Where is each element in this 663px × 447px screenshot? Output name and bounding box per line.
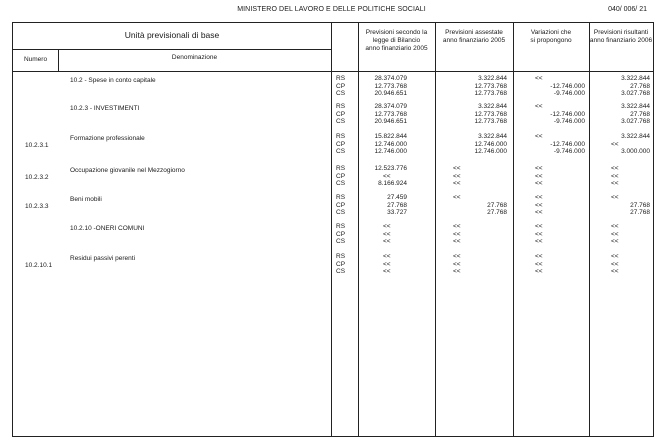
row-code: CP bbox=[336, 201, 346, 209]
cell-previsioni-2005: 8.166.924 bbox=[378, 180, 407, 187]
cell-assestate-2005: 12.746.000 bbox=[474, 148, 507, 155]
row-code: RS bbox=[336, 165, 346, 172]
cell-previsioni-2005: << bbox=[383, 253, 391, 260]
row-numero: 10.2.3.1 bbox=[25, 142, 49, 149]
cell-risultanti-2006: << bbox=[611, 140, 619, 148]
cell-previsioni-2005: << bbox=[383, 238, 391, 245]
row-numero: 10.2.3.2 bbox=[25, 174, 49, 181]
cell-assestate-2005: << bbox=[453, 165, 461, 172]
header-col4 bbox=[589, 29, 653, 45]
cell-previsioni-2005: 33.727 bbox=[387, 209, 407, 216]
cell-assestate-2005: << bbox=[453, 268, 461, 275]
cell-risultanti-2006: << bbox=[611, 165, 619, 172]
row-code: RS bbox=[336, 75, 346, 82]
cell-assestate-2005: << bbox=[453, 260, 461, 268]
cell-assestate-2005: 3.322.844 bbox=[478, 75, 507, 82]
cell-previsioni-2005: 12.773.768 bbox=[374, 110, 407, 118]
header-col1 bbox=[358, 29, 435, 53]
header-numero: Numero bbox=[23, 56, 48, 63]
row-denominazione: 10.2.10 -ONERI COMUNI bbox=[70, 225, 145, 232]
cell-variazioni: << bbox=[535, 260, 543, 268]
cell-variazioni: << bbox=[535, 180, 543, 187]
header-col2-line: anno finanziario 2005 bbox=[442, 37, 506, 44]
row-denominazione: Formazione professionale bbox=[70, 135, 145, 142]
cell-risultanti-2006: << bbox=[611, 260, 619, 268]
row-code: CS bbox=[336, 180, 346, 187]
cell-variazioni: << bbox=[535, 165, 543, 172]
cell-risultanti-2006: << bbox=[611, 238, 619, 245]
cell-assestate-2005: 12.773.768 bbox=[474, 118, 507, 125]
cell-variazioni: << bbox=[535, 103, 543, 110]
cell-previsioni-2005: 20.946.651 bbox=[374, 90, 407, 97]
row-numero: 10.2.3.3 bbox=[25, 203, 49, 210]
row-code: RS bbox=[336, 133, 346, 140]
cell-risultanti-2006: 3.027.768 bbox=[621, 90, 650, 97]
header-col2-line: Previsioni assestate bbox=[445, 29, 503, 36]
cell-assestate-2005: << bbox=[453, 180, 461, 187]
cell-variazioni: << bbox=[535, 268, 543, 275]
cell-previsioni-2005: 20.946.651 bbox=[374, 118, 407, 125]
row-code: CP bbox=[336, 230, 346, 238]
row-numero: 10.2.10.1 bbox=[25, 262, 53, 269]
header-col4-line: Previsioni risultanti bbox=[593, 29, 649, 36]
row-denominazione: 10.2.3 - INVESTIMENTI bbox=[70, 105, 140, 112]
cell-assestate-2005: 3.322.844 bbox=[478, 103, 507, 110]
cell-assestate-2005: 12.773.768 bbox=[474, 82, 507, 90]
row-code: CS bbox=[336, 268, 346, 275]
cell-risultanti-2006: << bbox=[611, 230, 619, 238]
row-code: RS bbox=[336, 103, 346, 110]
row-code: CS bbox=[336, 209, 346, 216]
cell-risultanti-2006: 3.322.844 bbox=[621, 75, 650, 82]
row-code: CS bbox=[336, 118, 346, 125]
header-col2 bbox=[435, 29, 513, 45]
cell-risultanti-2006: 3.027.768 bbox=[621, 118, 650, 125]
header-col3 bbox=[513, 29, 589, 45]
cell-variazioni: -12.746.000 bbox=[550, 110, 585, 118]
cell-assestate-2005: 27.768 bbox=[487, 201, 507, 209]
cell-risultanti-2006: << bbox=[611, 194, 619, 201]
cell-assestate-2005: << bbox=[453, 172, 461, 180]
cell-risultanti-2006: << bbox=[611, 180, 619, 187]
cell-variazioni: << bbox=[535, 194, 543, 201]
cell-risultanti-2006: 3.322.844 bbox=[621, 133, 650, 140]
cell-risultanti-2006: 27.768 bbox=[630, 82, 650, 90]
cell-previsioni-2005: 27.768 bbox=[387, 201, 407, 209]
row-code: CP bbox=[336, 140, 346, 148]
cell-variazioni: -12.746.000 bbox=[550, 82, 585, 90]
cell-assestate-2005: << bbox=[453, 194, 461, 201]
cell-risultanti-2006: 3.322.844 bbox=[621, 103, 650, 110]
cell-previsioni-2005: 28.374.079 bbox=[374, 103, 407, 110]
cell-variazioni: << bbox=[535, 172, 543, 180]
cell-previsioni-2005: 12.523.776 bbox=[374, 165, 407, 172]
cell-assestate-2005: << bbox=[453, 230, 461, 238]
cell-assestate-2005: 12.746.000 bbox=[474, 140, 507, 148]
header-col3-line: Variazioni che bbox=[530, 29, 572, 36]
cell-risultanti-2006: 27.768 bbox=[630, 209, 650, 216]
divider-col-denominazione bbox=[331, 23, 332, 436]
cell-variazioni: << bbox=[535, 133, 543, 140]
header-unita: Unità previsionali di base bbox=[124, 30, 220, 40]
cell-variazioni: -12.746.000 bbox=[550, 140, 585, 148]
cell-risultanti-2006: 27.768 bbox=[630, 201, 650, 209]
row-denominazione: 10.2 - Spese in conto capitale bbox=[70, 77, 156, 84]
cell-variazioni: << bbox=[535, 253, 543, 260]
cell-assestate-2005: << bbox=[453, 253, 461, 260]
cell-previsioni-2005: 15.822.844 bbox=[374, 133, 407, 140]
row-code: CP bbox=[336, 82, 346, 90]
row-code: CS bbox=[336, 238, 346, 245]
cell-previsioni-2005: 12.773.768 bbox=[374, 82, 407, 90]
row-code: CP bbox=[336, 172, 346, 180]
cell-previsioni-2005: << bbox=[383, 268, 391, 275]
row-code: CP bbox=[336, 110, 346, 118]
row-denominazione: Occupazione giovanile nel Mezzogiorno bbox=[70, 167, 185, 174]
divider-header-bottom bbox=[13, 71, 653, 72]
budget-table bbox=[12, 22, 654, 437]
cell-risultanti-2006: << bbox=[611, 172, 619, 180]
cell-previsioni-2005: 27.459 bbox=[387, 194, 407, 201]
cell-variazioni: -9.746.000 bbox=[553, 90, 585, 97]
cell-assestate-2005: << bbox=[453, 223, 461, 230]
cell-variazioni: << bbox=[535, 223, 543, 230]
cell-previsioni-2005: 12.746.000 bbox=[374, 148, 407, 155]
header-col1-line: legge di Bilancio bbox=[372, 37, 421, 44]
header-col3-line: si propongono bbox=[530, 37, 572, 44]
cell-risultanti-2006: << bbox=[611, 253, 619, 260]
cell-assestate-2005: 12.773.768 bbox=[474, 90, 507, 97]
cell-assestate-2005: 27.768 bbox=[487, 209, 507, 216]
header-col4-line: anno finanziario 2006 bbox=[589, 37, 653, 44]
cell-variazioni: -9.746.000 bbox=[553, 118, 585, 125]
cell-assestate-2005: 3.322.844 bbox=[478, 133, 507, 140]
cell-risultanti-2006: << bbox=[611, 223, 619, 230]
ministry-title: MINISTERO DEL LAVORO E DELLE POLITICHE SOCIALI bbox=[237, 6, 426, 13]
divider-col2 bbox=[513, 23, 514, 436]
cell-risultanti-2006: 27.768 bbox=[630, 110, 650, 118]
cell-previsioni-2005: 28.374.079 bbox=[374, 75, 407, 82]
cell-variazioni: << bbox=[535, 230, 543, 238]
cell-risultanti-2006: 3.000.000 bbox=[621, 148, 650, 155]
row-code: RS bbox=[336, 253, 346, 260]
cell-assestate-2005: << bbox=[453, 238, 461, 245]
row-denominazione: Beni mobili bbox=[70, 196, 102, 203]
cell-previsioni-2005: << bbox=[383, 230, 391, 238]
cell-variazioni: << bbox=[535, 201, 543, 209]
cell-variazioni: << bbox=[535, 209, 543, 216]
row-denominazione: Residui passivi perenti bbox=[70, 255, 136, 262]
header-col1-line: Previsioni secondo la bbox=[365, 29, 428, 36]
row-code: CS bbox=[336, 90, 346, 97]
cell-variazioni: << bbox=[535, 75, 543, 82]
row-code: RS bbox=[336, 223, 346, 230]
cell-assestate-2005: 12.773.768 bbox=[474, 110, 507, 118]
row-code: CP bbox=[336, 260, 346, 268]
divider-header-sub bbox=[13, 49, 331, 50]
cell-previsioni-2005: << bbox=[383, 223, 391, 230]
cell-previsioni-2005: 12.746.000 bbox=[374, 140, 407, 148]
cell-variazioni: << bbox=[535, 238, 543, 245]
divider-col1 bbox=[435, 23, 436, 436]
row-code: CS bbox=[336, 148, 346, 155]
header-col1-line: anno finanziario 2005 bbox=[365, 45, 428, 52]
page-number: 040/ 006/ 21 bbox=[608, 6, 647, 13]
cell-variazioni: -9.746.000 bbox=[553, 148, 585, 155]
cell-previsioni-2005: << bbox=[383, 172, 391, 180]
cell-risultanti-2006: << bbox=[611, 268, 619, 275]
cell-previsioni-2005: << bbox=[383, 260, 391, 268]
row-code: RS bbox=[336, 194, 346, 201]
header-denominazione: Denominazione bbox=[171, 54, 218, 61]
